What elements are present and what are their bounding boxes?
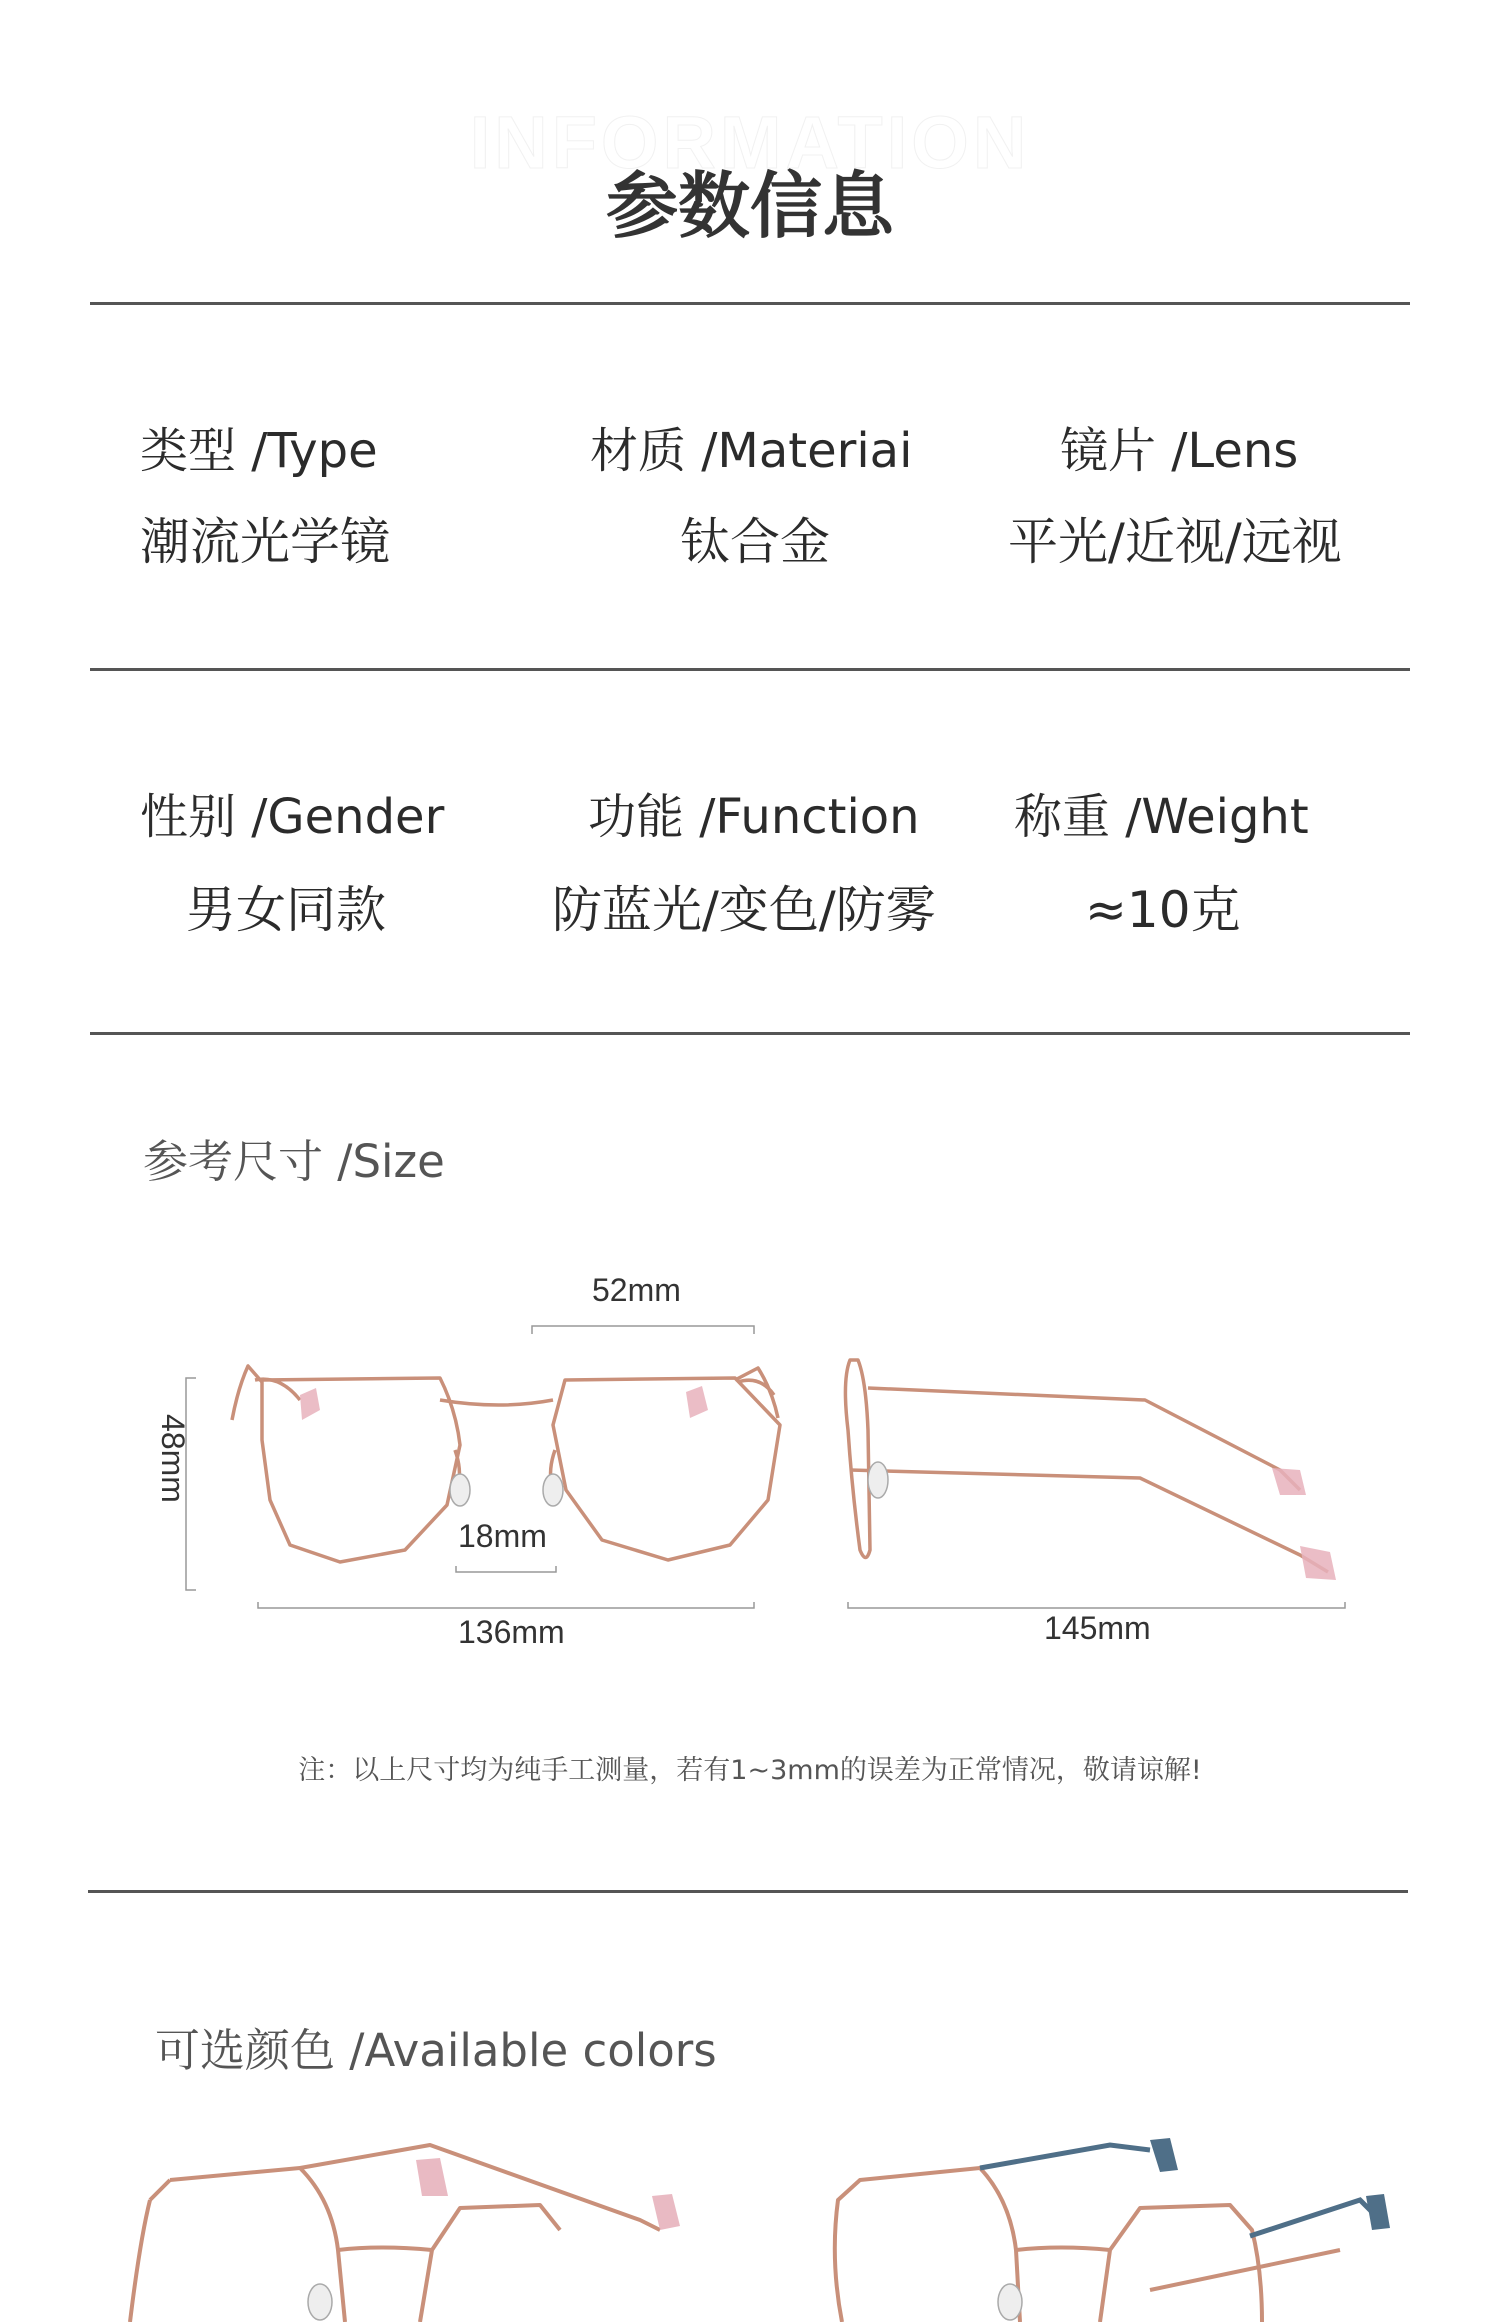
rose-gold-glasses bbox=[130, 2145, 660, 2322]
weight-label: 称重 /Weight bbox=[1014, 789, 1309, 845]
watermark-text: INFORMATION bbox=[469, 101, 1031, 184]
page-title: 参数信息 bbox=[605, 164, 894, 248]
lens-value: 平光/近视/远视 bbox=[1008, 513, 1342, 571]
function-value: 防蓝光/变色/防雾 bbox=[552, 881, 936, 939]
colors-heading: 可选颜色 /Available colors bbox=[155, 2024, 717, 2077]
lens-height-label: 48mm bbox=[154, 1414, 191, 1503]
frame-width-label: 136mm bbox=[458, 1614, 565, 1650]
lens-label: 镜片 /Lens bbox=[1060, 423, 1299, 479]
gender-label: 性别 /Gender bbox=[140, 789, 445, 845]
material-value: 钛合金 bbox=[680, 513, 830, 571]
type-value: 潮流光学镜 bbox=[140, 513, 390, 571]
blue-rose-gold-glasses bbox=[835, 2168, 1340, 2322]
size-heading: 参考尺寸 /Size bbox=[143, 1135, 445, 1188]
weight-value: ≈10克 bbox=[1085, 881, 1241, 939]
temple-length-label: 145mm bbox=[1044, 1610, 1151, 1646]
gender-value: 男女同款 bbox=[186, 881, 386, 939]
measurement-note: 注：以上尺寸均为纯手工测量，若有1~3mm的误差为正常情况，敬请谅解! bbox=[298, 1755, 1202, 1786]
type-label: 类型 /Type bbox=[140, 423, 378, 479]
function-label: 功能 /Function bbox=[588, 789, 920, 845]
lens-width-label: 52mm bbox=[592, 1272, 681, 1308]
bridge-label: 18mm bbox=[458, 1518, 547, 1554]
material-label: 材质 /Materiai bbox=[590, 423, 913, 479]
